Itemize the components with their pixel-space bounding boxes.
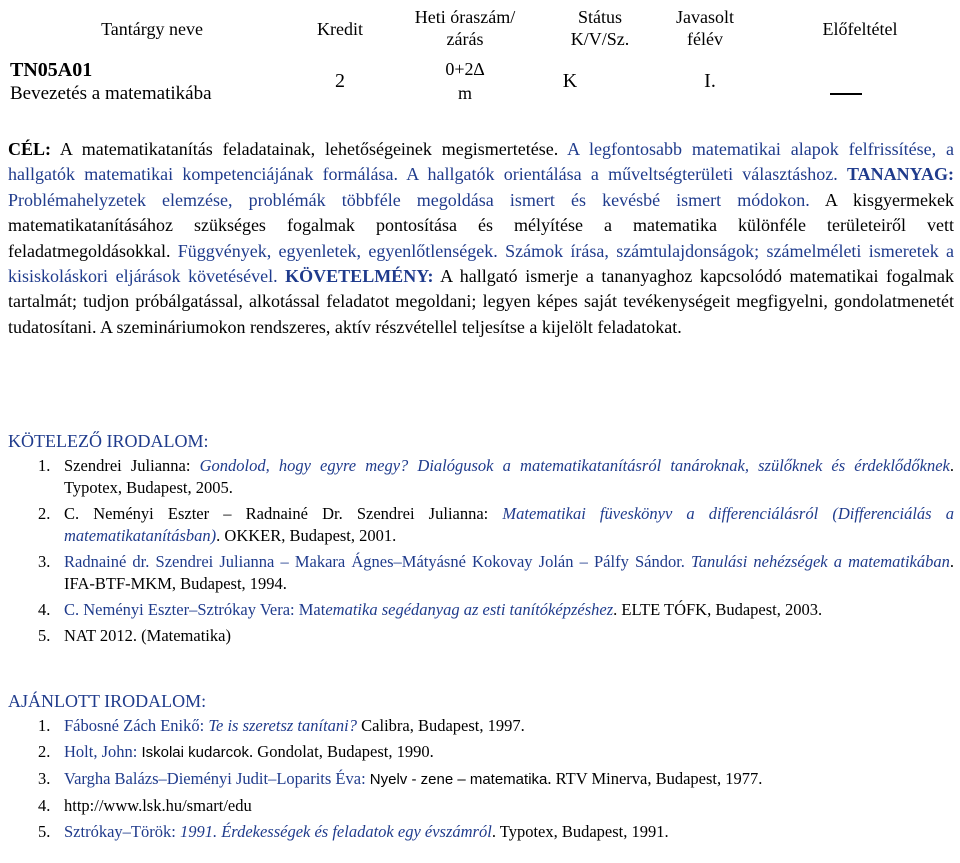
list-item	[8, 821, 954, 843]
course-description	[8, 137, 954, 340]
goal-text: A matematikatanítás feladatainak, lehetőségeinek megismertetése.	[51, 139, 559, 159]
item-number: 4.	[38, 600, 51, 619]
col-closing: zárás	[446, 29, 484, 49]
item-title: Tanulási nehézségek a matematikában	[691, 552, 950, 571]
item-number: 4.	[38, 796, 51, 815]
item-title: Iskolai kudarcok	[141, 744, 250, 761]
col-semester: Javasolt	[676, 7, 734, 27]
list-item	[8, 455, 954, 499]
item-number: 1.	[38, 716, 51, 735]
prerequisite-dash	[830, 93, 862, 95]
list-item	[8, 551, 954, 595]
content-label: TANANYAG:	[846, 164, 954, 185]
recommended-literature-list	[8, 715, 954, 847]
item-author: Vargha Balázs–Dieményi Judit–Loparits Éva:	[64, 769, 370, 788]
item-publisher: . Gondolat, Budapest, 1990.	[249, 742, 434, 761]
list-item	[8, 599, 954, 621]
item-author: C. Neményi Eszter–Sztrókay Vera: Mat	[64, 600, 326, 619]
item-title: Nyelv - zene – matematika	[369, 771, 548, 788]
list-item	[8, 795, 954, 817]
content-text-2: A kisgyermekek matematikatanításához szükséges fogalmak pontosítása és mélyítése a matematika különféle területeiről vett feladatmegoldásokkal.	[8, 189, 955, 261]
item-number: 2.	[38, 504, 51, 523]
item-title: 1991. Érdekességek és feladatok egy évszámról	[179, 822, 492, 841]
requirement-label: KÖVETELMÉNY:	[285, 266, 434, 287]
item-author: C. Neményi Eszter – Radnainé Dr. Szendrei Julianna:	[64, 504, 503, 523]
recommended-literature-heading: AJÁNLOTT IRODALOM:	[8, 691, 207, 711]
list-item	[8, 625, 954, 647]
item-publisher: . RTV Minerva, Budapest, 1977.	[547, 769, 763, 788]
course-title: Bevezetés a matematikába	[10, 83, 212, 104]
item-number: 5.	[38, 822, 51, 841]
item-author: Radnainé dr. Szendrei Julianna – Makara Ágnes–Mátyásné Kokovay Jolán – Pálfy Sándor.	[64, 552, 692, 571]
goal-text-2: A legfontosabb matematikai alapok felfrissítése, a hallgatók matematikai kompetenciájának formálása. A hallgatók orientálása a műveltségterületi választáshoz.	[8, 139, 954, 185]
col-subject-name: Tantárgy neve	[101, 19, 203, 39]
course-credit: 2	[335, 70, 345, 92]
col-status: Státus	[577, 7, 622, 27]
item-publisher: . IFA-BTF-MKM, Budapest, 1994.	[64, 552, 954, 593]
content-text-4: Számok írása, számtulajdonságok; számelméleti ismeretek a kisiskoláskori eljárások követésével.	[8, 240, 955, 287]
goal-label: CÉL:	[8, 139, 52, 159]
item-author: Fábosné Zách Enikő:	[64, 716, 209, 735]
item-number: 3.	[38, 552, 51, 571]
item-number: 1.	[38, 456, 51, 475]
list-item	[8, 503, 954, 547]
item-title: Matematikai füveskönyv a differenciálásról (Differenciálás a matematikatanításban)	[64, 504, 954, 545]
course-header-table	[0, 0, 960, 110]
item-publisher: Calibra, Budapest, 1997.	[357, 716, 525, 735]
item-author: Holt, John:	[64, 742, 142, 761]
col-status-codes: K/V/Sz.	[570, 29, 630, 49]
item-author: NAT 2012. (Matematika)	[64, 626, 231, 645]
item-title: Te is szeretsz tanítani?	[208, 716, 358, 735]
content-text: Problémahelyzetek elemzése, problémák többféle megoldása ismert és kevésbé ismert módokon.	[8, 189, 810, 210]
item-number: 5.	[38, 626, 51, 645]
course-code: TN05A01	[10, 59, 93, 81]
col-weekly-hours: Heti óraszám/	[414, 7, 516, 27]
list-item	[8, 768, 954, 791]
course-hours: 0+2∆	[445, 59, 485, 79]
item-publisher: . Typotex, Budapest, 1991.	[491, 822, 669, 841]
required-literature-heading: KÖTELEZŐ IRODALOM:	[8, 431, 209, 451]
list-item	[8, 715, 954, 737]
item-title: Gondolod, hogy egyre megy? Dialógusok a matematikatanításról tanároknak, szülőknek és érdeklődőknek	[199, 456, 950, 475]
item-number: 3.	[38, 769, 51, 788]
item-publisher: . Typotex, Budapest, 2005.	[64, 456, 955, 497]
col-semester-2: félév	[687, 29, 723, 49]
item-author: Szendrei Julianna:	[64, 456, 200, 475]
requirement-text: A hallgató ismerje a tananyaghoz kapcsolódó matematikai fogalmak tartalmát; tudjon próbálgatással, alkotással feladatot megoldani; legyen képes saját tevékenységeit megfigyelni, gondolatmenetét tudatosítani. A szemináriumokon rendszeres, aktív részvétellel teljesítse a kijelölt feladatokat.	[8, 266, 954, 337]
course-semester: I.	[704, 70, 716, 92]
content-text-3: Függvények, egyenletek, egyenlőtlenségek.	[170, 240, 498, 261]
col-credit: Kredit	[317, 19, 363, 39]
item-publisher: . OKKER, Budapest, 2001.	[216, 526, 397, 545]
list-item	[8, 741, 954, 764]
course-closing: m	[457, 83, 472, 103]
item-publisher: . ELTE TÓFK, Budapest, 2003.	[613, 600, 823, 619]
col-prerequisite: Előfeltétel	[822, 19, 898, 39]
item-title: ematika segédanyag az esti tanítóképzéshez	[325, 600, 614, 619]
item-number: 2.	[38, 742, 51, 761]
item-link: http://www.lsk.hu/smart/edu	[64, 796, 252, 815]
required-literature-list	[8, 455, 954, 651]
item-author: Sztrókay–Török:	[64, 822, 180, 841]
course-status: K	[562, 70, 578, 92]
